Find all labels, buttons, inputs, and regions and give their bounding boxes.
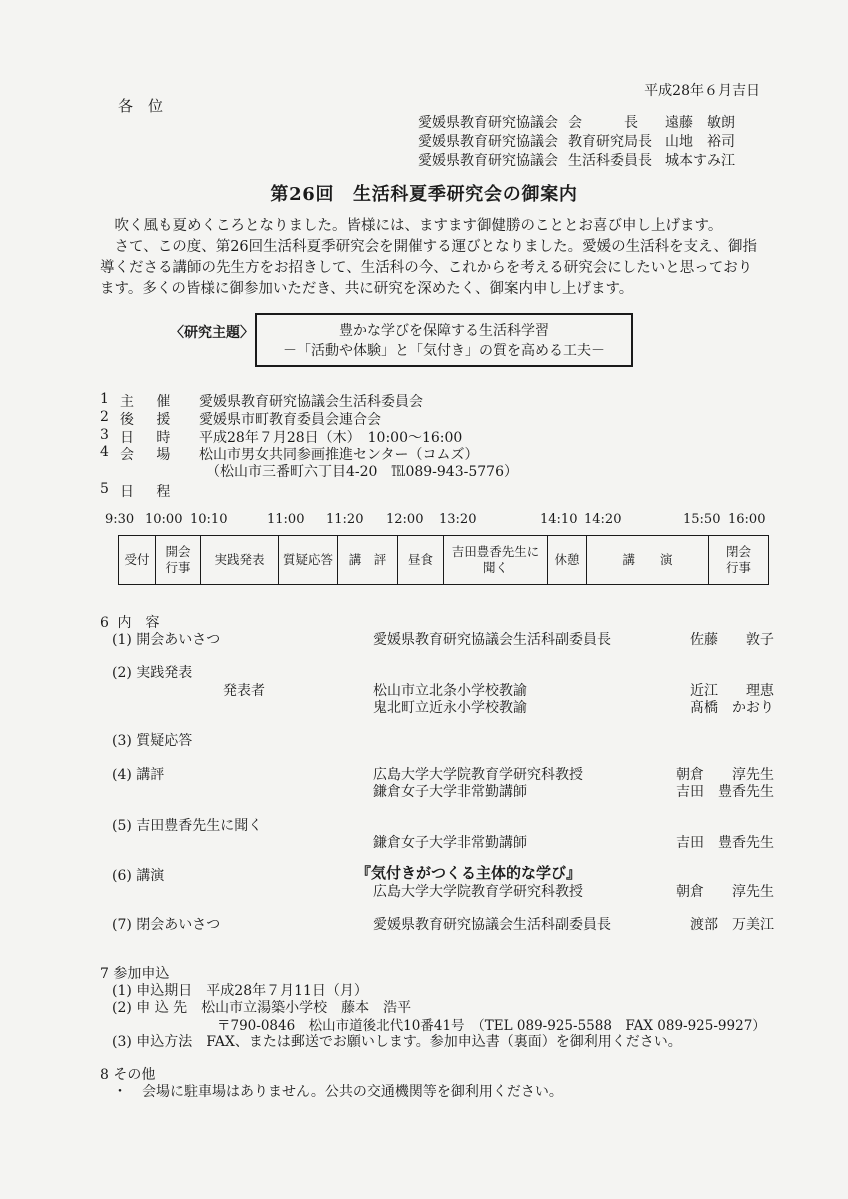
sender-org: 愛媛県教育研究協議会 (418, 153, 558, 169)
intro-paragraph-1: 吹く風も夏めくころとなりました。皆様には、ますます御健勝のこととお喜び申し上げます。 (114, 218, 723, 234)
lecture-title: 『気付きがつくる主体的な学び』 (356, 864, 582, 882)
item-number: 2 (100, 409, 109, 425)
theme-line-1: 豊かな学びを保障する生活科学習 (339, 323, 549, 339)
document-date: 平成28年６月吉日 (644, 83, 760, 99)
contents-item-label: (4) 講評 (112, 767, 165, 783)
other-note: 会場に駐車場はありません。公共の交通機関等を御利用ください。 (142, 1084, 563, 1100)
schedule-cell-lunch: 昼食 (398, 536, 444, 585)
sender-role: 生活科委員長 (568, 153, 652, 169)
application-heading: 7 参加申込 (100, 966, 170, 982)
contents-person: 近江 理恵 (690, 683, 774, 699)
contents-person: 吉田 豊香先生 (676, 835, 774, 851)
contents-sub-label: 発表者 (223, 683, 265, 699)
schedule-cell-qa: 質疑応答 (279, 536, 338, 585)
contents-person: 朝倉 淳先生 (676, 884, 774, 900)
intro-paragraph-2: さて、この度、第26回生活科夏季研究会を開催する運びとなりました。愛媛の生活科を支え、御指導くださる講師の先生方をお招きして、生活科の今、これからを考える研究会にしたいと思っております。多くの皆様に御参加いただき、共に研究を深めたく、御案内申し上げます。 (100, 239, 758, 297)
contents-person: 朝倉 淳先生 (676, 767, 774, 783)
theme-line-2: －「活動や体験」と「気付き」の質を高める工夫－ (283, 343, 605, 359)
item-value-venue: 松山市男女共同参画推進センター（コムズ） (199, 447, 479, 463)
schedule-cell-closing: 閉会 行事 (709, 536, 769, 585)
contents-org: 鎌倉女子大学非常勤講師 (373, 835, 527, 851)
recipients: 各位 (118, 97, 179, 115)
item-label: 主 催 (120, 394, 175, 410)
schedule-time: 14:20 (584, 512, 622, 527)
contents-item-label: (7) 閉会あいさつ (112, 917, 221, 933)
schedule-cell-review: 講 評 (338, 536, 398, 585)
schedule-time: 11:00 (267, 512, 305, 527)
schedule-time: 10:10 (190, 512, 228, 527)
contents-org: 鎌倉女子大学非常勤講師 (373, 784, 527, 800)
item-label: 会 場 (120, 447, 175, 463)
contents-org: 広島大学大学院教育学研究科教授 (373, 884, 583, 900)
other-heading: 8 その他 (100, 1067, 156, 1083)
schedule-table (118, 535, 769, 585)
item-value-organizer: 愛媛県教育研究協議会生活科委員会 (199, 394, 423, 410)
schedule-time: 12:00 (386, 512, 424, 527)
schedule-time: 9:30 (105, 512, 135, 527)
schedule-time: 15:50 (683, 512, 721, 527)
contents-person: 髙橋 かおり (690, 700, 774, 716)
schedule-cell-break: 休憩 (548, 536, 587, 585)
item-number: 1 (100, 391, 109, 407)
contents-item-label: (2) 実践発表 (112, 665, 193, 681)
application-deadline: (1) 申込期日 平成28年７月11日（月） (112, 983, 368, 999)
application-address: 〒790-0846 松山市道後北代10番41号 （TEL 089-925-5588 FAX 089-925-9927） (217, 1018, 766, 1034)
schedule-time: 10:00 (145, 512, 183, 527)
contents-person: 佐藤 敦子 (690, 632, 774, 648)
item-number: 5 (100, 481, 109, 497)
theme-label: 〈研究主題〉 (170, 325, 254, 341)
schedule-time: 14:10 (540, 512, 578, 527)
schedule-row (119, 536, 769, 585)
contents-org: 愛媛県教育研究協議会生活科副委員長 (373, 632, 611, 648)
venue-address: （松山市三番町六丁目4-20 ℡089-943-5776） (206, 464, 518, 480)
contents-item-label: (1) 開会あいさつ (112, 632, 221, 648)
item-number: 4 (100, 444, 109, 460)
document-title: 第26回 生活科夏季研究会の御案内 (270, 184, 578, 205)
intro-text (100, 216, 764, 300)
schedule-cell-opening: 開会 行事 (156, 536, 201, 585)
schedule-cell-reception: 受付 (119, 536, 156, 585)
item-value-sponsor: 愛媛県市町教育委員会連合会 (199, 412, 381, 428)
contents-org: 松山市立北条小学校教諭 (373, 683, 527, 699)
sender-name: 城本すみ江 (665, 153, 735, 169)
sender-role: 教育研究局長 (568, 134, 652, 150)
schedule-cell-presentation: 実践発表 (201, 536, 279, 585)
sender-org: 愛媛県教育研究協議会 (418, 115, 558, 131)
sender-name: 遠藤 敏朗 (665, 115, 735, 131)
schedule-time: 16:00 (728, 512, 766, 527)
item-value-datetime: 平成28年７月28日（木） 10:00～16:00 (199, 430, 463, 446)
schedule-cell-lecture: 講 演 (587, 536, 709, 585)
item-number: 3 (100, 427, 109, 443)
contents-org: 愛媛県教育研究協議会生活科副委員長 (373, 917, 611, 933)
contents-item-label: (6) 講演 (112, 868, 165, 884)
application-method: (3) 申込方法 FAX、または郵送でお願いします。参加申込書（裏面）を御利用ください。 (112, 1034, 682, 1050)
item-label: 日 程 (120, 484, 175, 500)
contents-org: 広島大学大学院教育学研究科教授 (373, 767, 583, 783)
contents-person: 吉田 豊香先生 (676, 784, 774, 800)
contents-person: 渡部 万美江 (690, 917, 774, 933)
item-label: 後 援 (120, 412, 175, 428)
schedule-cell-ask-yoshida: 吉田豊香先生に 聞く (444, 536, 548, 585)
contents-org: 鬼北町立近永小学校教諭 (373, 700, 527, 716)
application-destination: (2) 申 込 先 松山市立湯築小学校 藤本 浩平 (112, 1000, 412, 1016)
sender-name: 山地 裕司 (665, 134, 735, 150)
theme-box (255, 313, 633, 367)
sender-role: 会 長 (568, 115, 638, 131)
schedule-time: 13:20 (439, 512, 477, 527)
sender-org: 愛媛県教育研究協議会 (418, 134, 558, 150)
contents-item-label: (3) 質疑応答 (112, 733, 193, 749)
item-label: 日 時 (120, 430, 175, 446)
contents-heading: 6 内 容 (100, 615, 160, 631)
bullet-icon: ・ (113, 1084, 127, 1100)
schedule-time: 11:20 (326, 512, 364, 527)
contents-item-label: (5) 吉田豊香先生に聞く (112, 818, 263, 834)
